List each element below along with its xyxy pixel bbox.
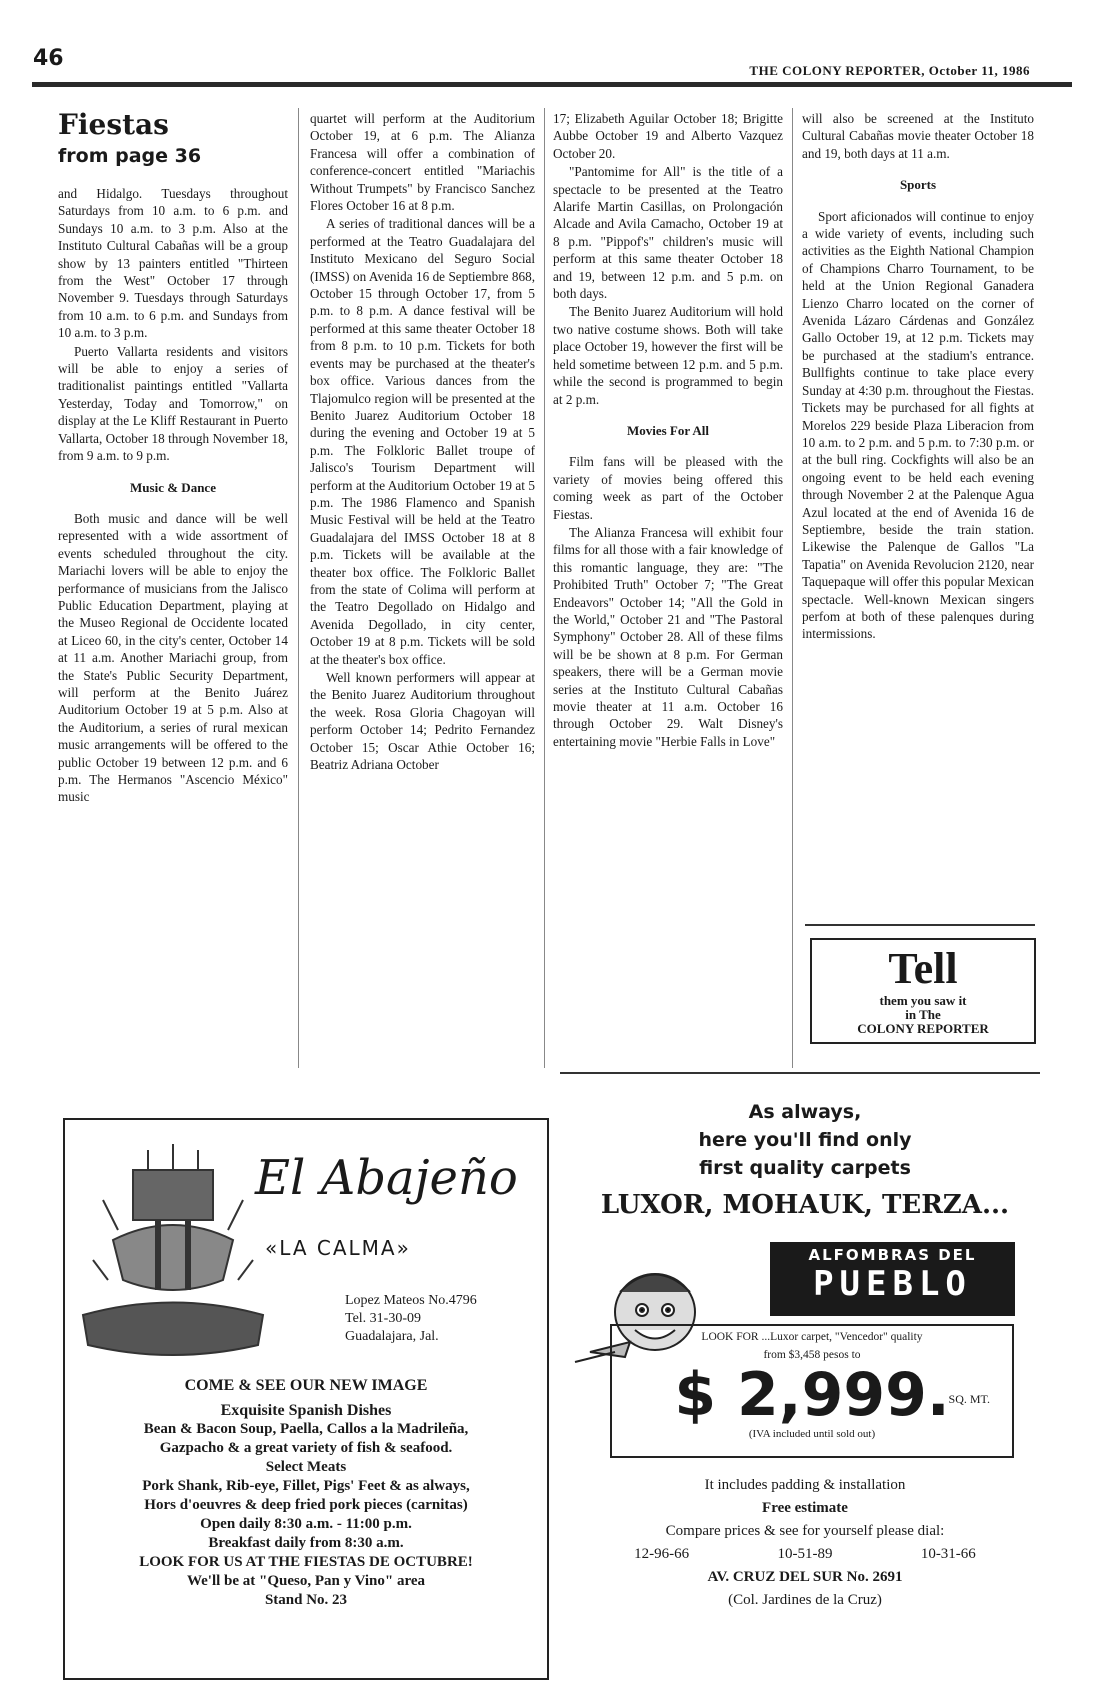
ad-line: Pork Shank, Rib-eye, Fillet, Pigs' Feet & as always, [142, 1478, 470, 1494]
address-line: Lopez Mateos No.4796 [345, 1293, 477, 1308]
paragraph: 17; Elizabeth Aguilar October 18; Brigitte Aubbe October 19 and Alberto Vazquez October 20. [553, 111, 783, 161]
paragraph: A series of traditional dances will be a performed at the Teatro Guadalajara del Instituto Mexicano del Seguro Social (IMSS) on Avenida 16 de Septiembre 868, October 15 through October 17, from 5 p.m. to 8 p.m. A dance festival will be performed at this same theater October 18 from 8 p.m. to 10 p.m. Tickets for both events may be purchased at the theater's box office. Various dances from the Tlajomulco region will be presented at the Benito Juarez Auditorium October 18 during the evening and October 19 at 5 p.m. The Folkloric Ballet troupe of Jalisco's Tourism Department will perform at the Auditorium October 19 at 5 p.m. The 1986 Flamenco and Spanish Music Festival will be held at the Teatro Guadalajara del IMSS October 18 at 8 p.m. Tickets will be available at the theater box office. The Folkloric Ballet from the state of Colima will perform at the Teatro Degollado on Hidalgo and Avenida Degollado, in city center, October 19 at 8 p.m. Tickets will be sold at the theater's box office. [310, 216, 535, 667]
column-3 [553, 110, 783, 750]
intro-line: here you'll find only [698, 1129, 912, 1151]
logo-top-text: ALFOMBRAS DEL [808, 1246, 977, 1264]
paragraph: and Hidalgo. Tuesdays throughout Saturdays from 10 a.m. to 6 p.m. and Sundays 10 a.m. to 3 p.m. Also at the Instituto Cultural Cabañas will be a group show by 13 painters entitled "Thirteen from the West" October 17 through November 9. Tuesdays through Saturdays from 10 a.m. to 6 p.m. and Sundays from 10 a.m. to 3 p.m. [58, 186, 288, 341]
ad-intro [570, 1098, 1040, 1182]
masthead: THE COLONY REPORTER, October 11, 1986 [749, 63, 1030, 78]
phone-numbers [570, 1543, 1040, 1566]
detail-line: Free estimate [762, 1500, 848, 1516]
restaurant-address [345, 1292, 477, 1346]
article-title: Fiestas [58, 108, 169, 141]
paragraph: Both music and dance will be well represented with a wide assortment of events scheduled throughout the city. Mariachi lovers will be able to enjoy the performance of musicians from the Jalisco Public Education Department, playing at the Museo Regional de Occidente located at Liceo 60, in the city's center, October 14 at 11 a.m. Another Mariachi group, from the State's Public Security Department, will perform at the Benito Juárez Auditorium October 19 at 5 p.m. Also at the Auditorium, a series of rural mexican music arrangements will be offered to the public October 19 between 12 p.m. and 6 p.m. The Hermanos "Ascencio México" music [58, 510, 288, 805]
iva-note: (IVA included until sold out) [748, 1428, 876, 1440]
paragraph: The Alianza Francesa will exhibit four films for all those with a fair knowledge of this romantic language, they are: "The Prohibited Truth" October 7; "The Great Endeavors" October 14; "All the Gold in the World," October 21 and "The Pastoral Symphony" October 28. All of these films will be be shown at 8 p.m. For German speakers, there will be a German movie series at the Instituto Cultural Cabañas movie theater at 11 a.m. October 16 through October 29. Walt Disney's entertaining movie "Herbie Falls in Love" [553, 524, 783, 749]
carpet-brands: LUXOR, MOHAUK, TERZA... [600, 1190, 1010, 1220]
look-for-line: LOOK FOR ...Luxor carpet, "Vencedor" quality [701, 1331, 923, 1343]
header-rule [32, 82, 1072, 87]
article-subtitle: from page 36 [58, 145, 202, 167]
ad-line: Open daily 8:30 a.m. - 11:00 p.m. [200, 1516, 412, 1532]
divider-line [560, 1072, 1040, 1074]
ad-line: Hors d'oeuvres & deep fried pork pieces (carnitas) [144, 1497, 468, 1513]
intro-line: As always, [748, 1101, 862, 1123]
restaurant-name-script: El Abajeño [255, 1150, 518, 1206]
store-colonia: (Col. Jardines de la Cruz) [728, 1592, 882, 1608]
paragraph: Sport aficionados will continue to enjoy a wide variety of events, including such activities as the Eighth National Champion of Champions Charro Tournament, to be held at the Union Regional Ganadera Lienzo Charro located on the corner of Avenida Lázaro Cárdenas and González Gallo October 19, at 12 p.m. Tickets may be purchased at the stadium's entrance. Bullfights continue to take place every Sunday at 4:30 p.m. throughout the Fiestas. Tickets may be purchased for all fights at Morelos 229 beside Plaza Liberacion from 10 a.m. to 2 p.m. and 5 p.m. to 7:30 p.m. or at the bull ring. Cockfights will also be an ongoing event to be held each evening through November 2 at the Palenque Agua Azul located at the end of Avenida 16 de Septiembre, beside the train station. Likewise the Palenque de Gallos "La Tapatia" on Avenida Revolucion 2120, near Taquepaque will offer this popular Mexican spectacle. Well-known Mexican singers perfom at both of these palenques during intermissions. [802, 208, 1034, 642]
paragraph: will also be screened at the Instituto Cultural Cabañas movie theater October 18 and 19, both days at 11 a.m. [802, 111, 1034, 161]
paragraph: Well known performers will appear at the Benito Juarez Auditorium throughout the week. Rosa Gloria Chagoyan will perform October 14; Pedrito Fernandez October 15; Oscar Athie October 16; Beatriz Adriana October [310, 670, 535, 773]
column-1 [58, 185, 288, 806]
tell-line: them you saw it [879, 993, 967, 1008]
column-divider [792, 108, 793, 1068]
paragraph: quartet will perform at the Auditorium October 19, at 6 p.m. The Alianza Francesa will offer a combination of conference-concert entitled "Mariachis Without Trumpets" by Francisco Sanchez Flores October 16 at 8 p.m. [310, 111, 535, 214]
section-heading-sports: Sports [899, 177, 937, 193]
section-heading-music-dance: Music & Dance [130, 479, 216, 495]
divider-line [805, 924, 1035, 926]
city-line: Guadalajara, Jal. [345, 1329, 439, 1344]
page-number: 46 [33, 46, 64, 71]
intro-line: first quality carpets [699, 1157, 911, 1179]
price-unit: SQ. MT. [948, 1392, 990, 1406]
restaurant-subtitle: «LA CALMA» [265, 1236, 411, 1260]
ad-line: Select Meats [265, 1459, 347, 1475]
ad-el-abajeno [63, 1118, 549, 1680]
column-2 [310, 110, 535, 773]
ad-line: LOOK FOR US AT THE FIESTAS DE OCTUBRE! [139, 1554, 473, 1570]
ad-line: We'll be at "Queso, Pan y Vino" area [186, 1573, 426, 1589]
ad-line: Breakfast daily from 8:30 a.m. [208, 1535, 404, 1551]
phone-number: 10-51-89 [777, 1546, 833, 1562]
ad-body [65, 1376, 547, 1610]
column-divider [298, 108, 299, 1068]
tell-them-box [810, 938, 1036, 1044]
fountain-illustration [73, 1140, 273, 1370]
phone-number: 12-96-66 [634, 1546, 690, 1562]
ad-line: Bean & Bacon Soup, Paella, Callos a la Madrileña, [143, 1421, 469, 1437]
logo-main-text: PUEBLO [813, 1264, 972, 1304]
ad-line: Exquisite Spanish Dishes [220, 1402, 392, 1419]
paragraph: Puerto Vallarta residents and visitors will be able to enjoy a series of traditionalist paintings entitled "Vallarta Yesterday, Today and Tomorrow," on display at the Le Kliff Restaurant in Puerto Vallarta, October 18 through November 18, from 9 a.m. to 9 p.m. [58, 343, 288, 464]
tell-word: Tell [888, 944, 958, 993]
section-heading-movies: Movies For All [626, 422, 710, 438]
column-divider [544, 108, 545, 1068]
article-headline [58, 108, 288, 167]
ad-line: Gazpacho & a great variety of fish & seafood. [159, 1440, 453, 1456]
tell-line: COLONY REPORTER [857, 1021, 989, 1036]
store-address: AV. CRUZ DEL SUR No. 2691 [707, 1569, 903, 1585]
phone-line: Tel. 31-30-09 [345, 1311, 422, 1326]
ad-line: Stand No. 23 [264, 1592, 348, 1608]
price-box [610, 1324, 1014, 1458]
paragraph: "Pantomime for All" is the title of a spectacle to be presented at the Teatro Alarife Martin Casillas, on Prolongación Alcade and Avila Camacho, October 19 at 8 p.m. "Pippof's" children's music will perform at this same theater October 18 and 19, between 12 p.m. and 5 p.m. on both days. [553, 164, 783, 302]
store-logo [770, 1242, 1015, 1316]
ad-line: COME & SEE OUR NEW IMAGE [184, 1377, 428, 1394]
ad-details [570, 1474, 1040, 1612]
detail-line: Compare prices & see for yourself please dial: [665, 1523, 945, 1539]
ad-alfombras-del-pueblo [570, 1092, 1040, 1652]
detail-line: It includes padding & installation [704, 1477, 906, 1493]
column-4 [802, 110, 1034, 643]
from-price-line: from $3,458 pesos to [763, 1349, 861, 1361]
paragraph: Film fans will be pleased with the variety of movies being offered this coming week as part of the October Fiestas. [553, 454, 783, 522]
paragraph: The Benito Juarez Auditorium will hold two native costume shows. Both will take place October 19, however the first will be held sometime between 12 p.m. and 5 p.m. while the second is programmed to begin at 2 p.m. [553, 304, 783, 407]
phone-number: 10-31-66 [920, 1546, 976, 1562]
sale-price: $ 2,999. [674, 1360, 950, 1430]
tell-line: in The [905, 1007, 941, 1022]
